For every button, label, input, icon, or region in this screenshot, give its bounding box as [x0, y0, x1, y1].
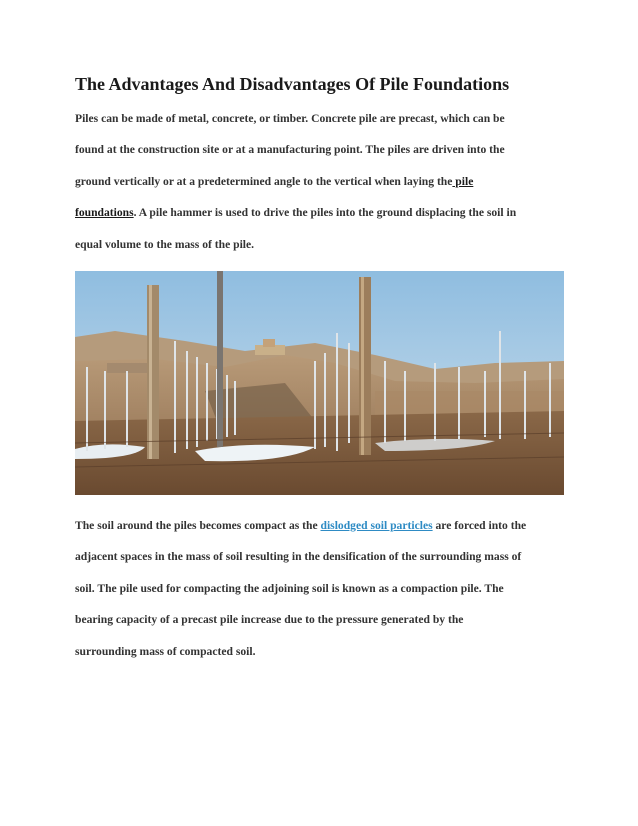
text-line: Piles can be made of metal, concrete, or timber. Concrete pile are precast, which can be: [75, 112, 505, 125]
text-segment: ground vertically or at a predetermined angle to the vertical when laying the: [75, 174, 453, 188]
pile-foundations-link-part1[interactable]: pile: [452, 174, 474, 188]
text-segment: . A pile hammer is used to drive the piles into the ground displacing the soil in: [133, 206, 517, 220]
text-line: [75, 205, 570, 236]
text-line: surrounding mass of compacted soil.: [75, 644, 256, 658]
text-line: [75, 174, 570, 205]
text-segment: are forced into the: [432, 519, 527, 532]
page-title: The Advantages And Disadvantages Of Pile Foundations: [75, 74, 510, 94]
text-line: bearing capacity of a precast pile increase due to the pressure generated by the: [75, 613, 464, 627]
pile-foundations-link-part2[interactable]: foundations: [75, 206, 134, 220]
text-line: [75, 518, 570, 549]
text-line: soil. The pile used for compacting the adjoining soil is known as a compaction pile. The: [75, 581, 504, 595]
text-line: equal volume to the mass of the pile.: [75, 237, 255, 251]
body-paragraph: [75, 518, 570, 675]
vineyard-photo: [75, 271, 564, 495]
text-line: found at the construction site or at a manufacturing point. The piles are driven into the: [75, 143, 505, 157]
dislodged-soil-particles-link[interactable]: dislodged soil particles: [320, 519, 433, 532]
text-segment: The soil around the piles becomes compact as the: [75, 519, 321, 532]
intro-paragraph: [75, 111, 570, 268]
text-line: adjacent spaces in the mass of soil resulting in the densification of the surrounding mass of: [75, 550, 522, 564]
